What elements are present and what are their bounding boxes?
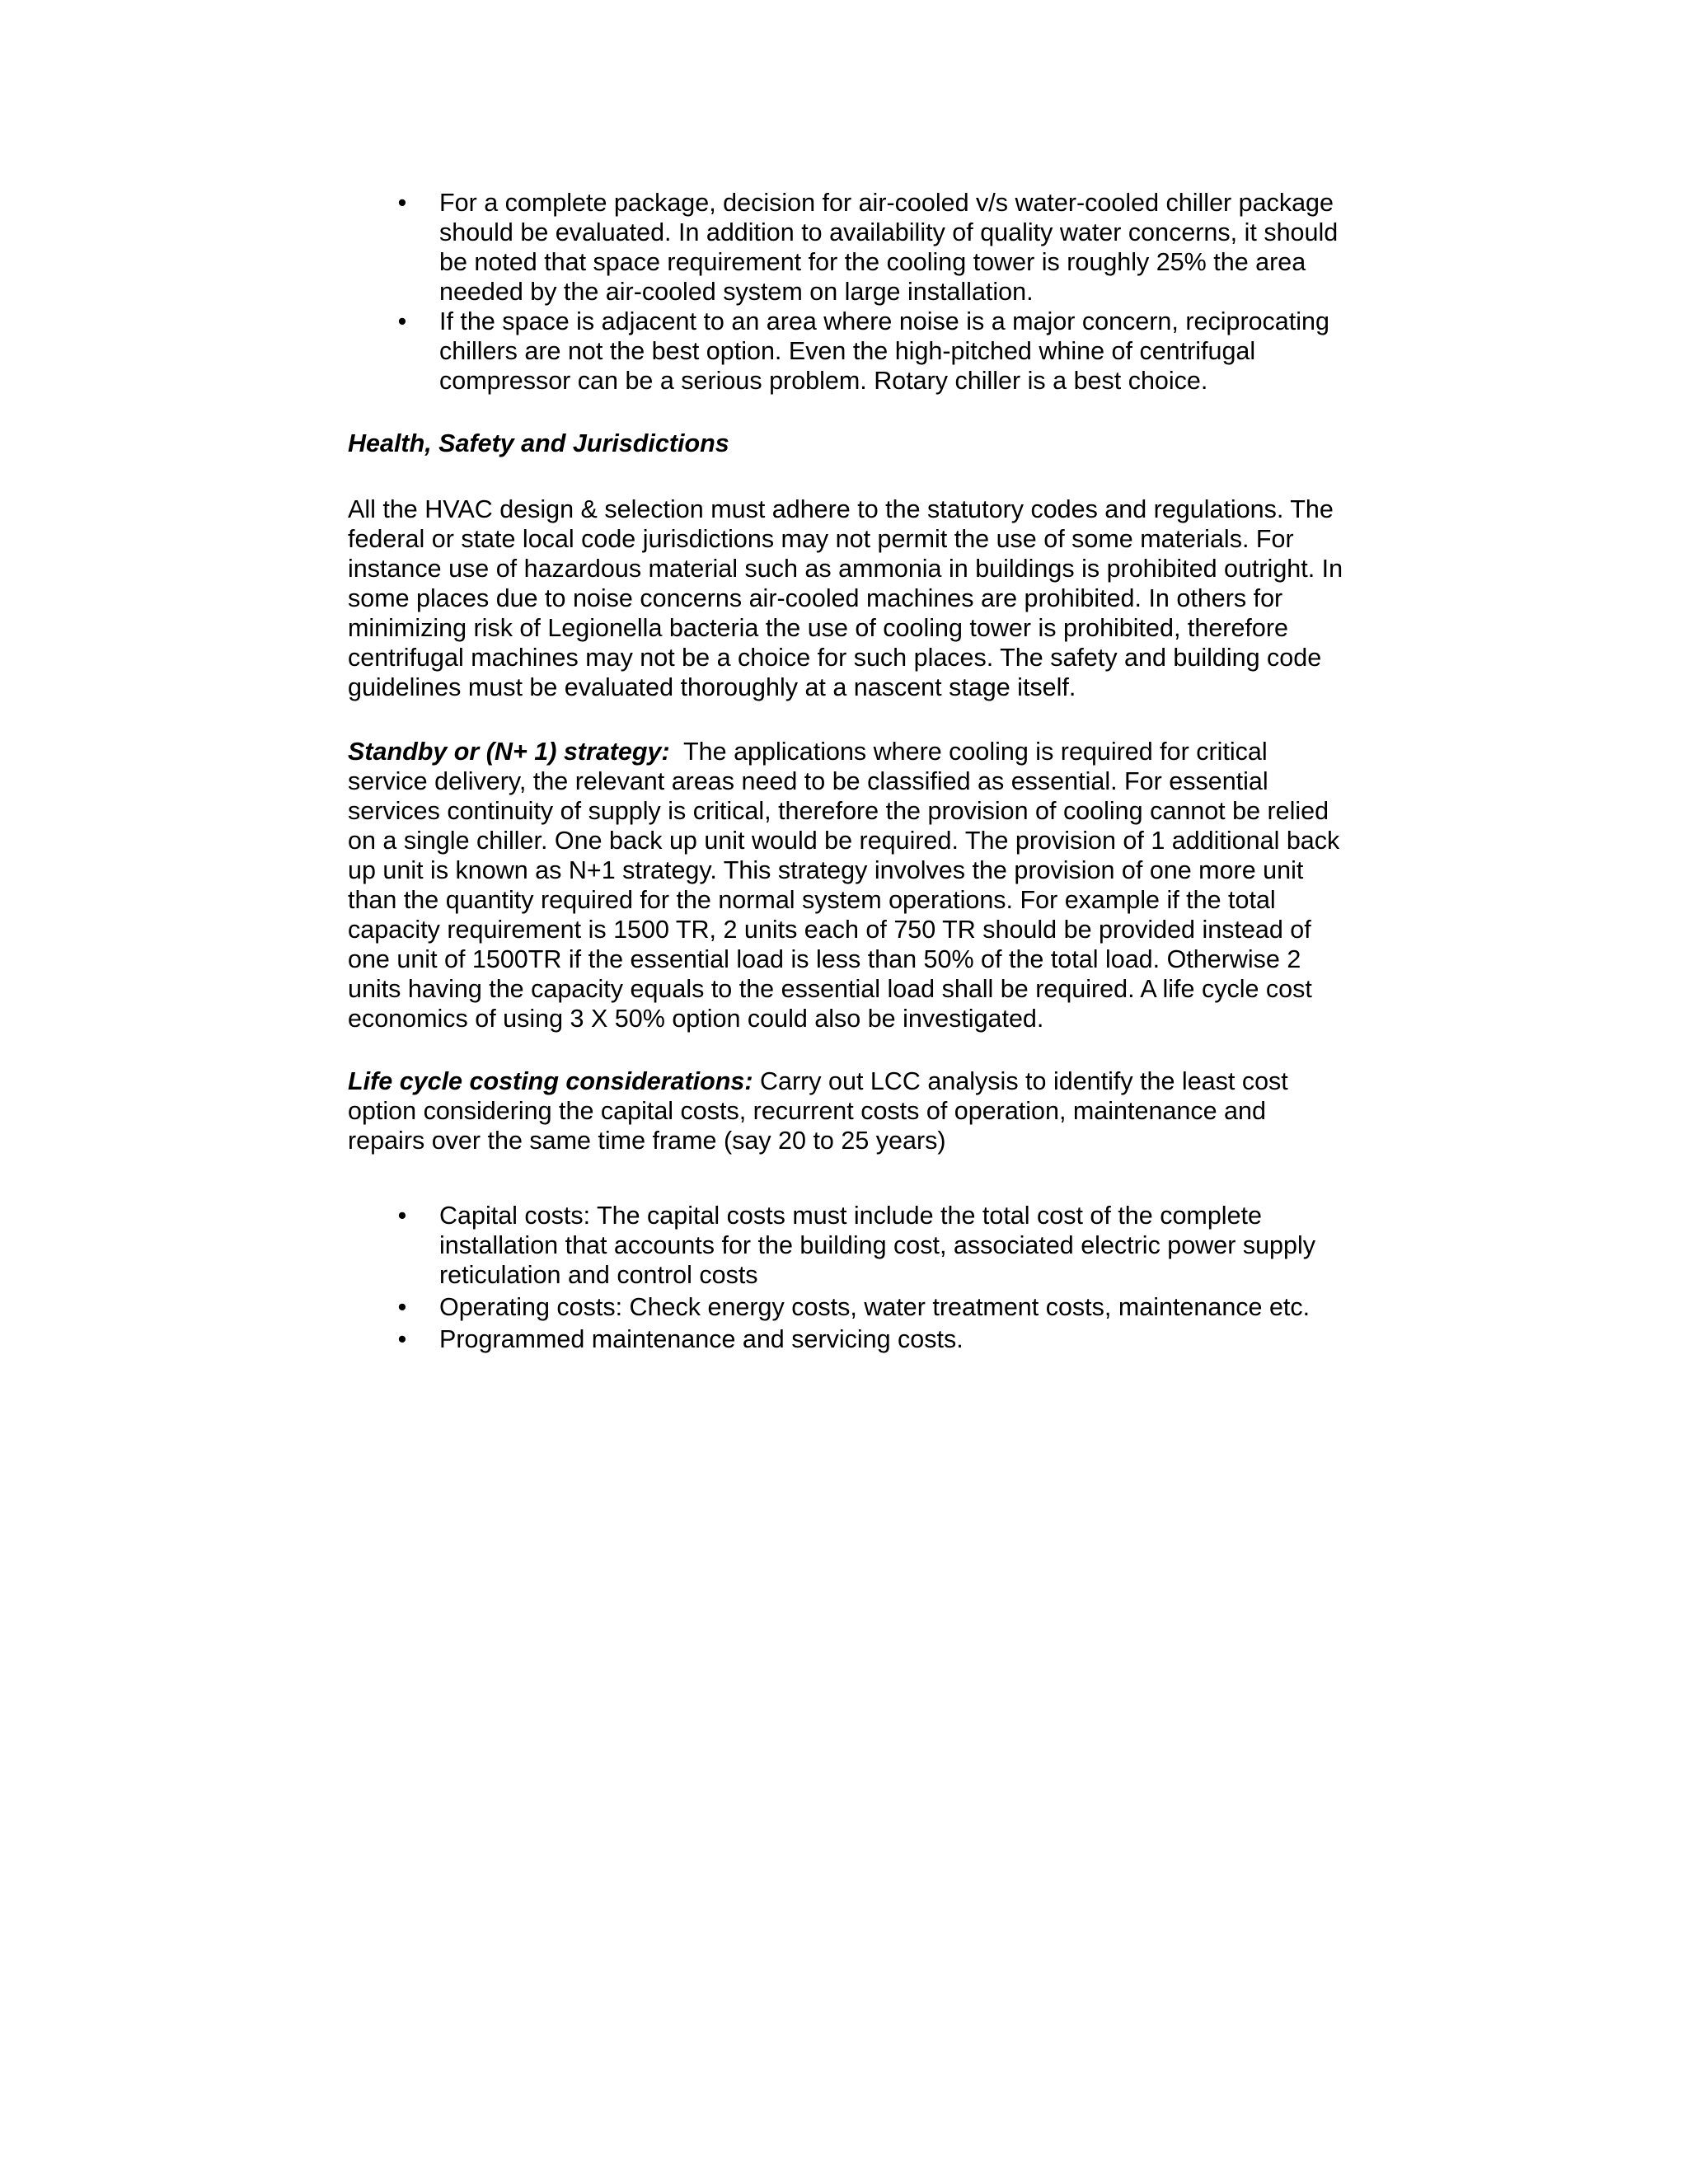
paragraph-line: [348, 737, 1378, 766]
section-heading-health-safety: Health, Safety and Jurisdictions: [348, 429, 729, 457]
paragraph-line: centrifugal machines may not be a choice for such places. The safety and building code: [348, 644, 1322, 672]
bullet-line: needed by the air-cooled system on large installation.: [439, 278, 1034, 306]
bottom-bullet-list: [348, 1201, 1378, 1354]
paragraph-line: one unit of 1500TR if the essential load is less than 50% of the total load. Otherwise 2: [348, 945, 1301, 973]
paragraph-line: on a single chiller. One back up unit would be required. The provision of 1 additional back: [348, 827, 1340, 855]
bullet-line: Operating costs: Check energy costs, water treatment costs, maintenance etc.: [439, 1293, 1311, 1321]
paragraph-health-safety: [348, 494, 1378, 702]
bullet-line: Capital costs: The capital costs must include the total cost of the complete: [439, 1202, 1262, 1230]
bullet-line: be noted that space requirement for the cooling tower is roughly 25% the area: [439, 248, 1306, 276]
paragraph-line: option considering the capital costs, recurrent costs of operation, maintenance and: [348, 1097, 1266, 1125]
paragraph-line: capacity requirement is 1500 TR, 2 units each of 750 TR should be provided instead of: [348, 916, 1311, 944]
paragraph-line: units having the capacity equals to the essential load shall be required. A life cycle cost: [348, 975, 1312, 1003]
bullet-line: compressor can be a serious problem. Rotary chiller is a best choice.: [439, 367, 1208, 395]
paragraph-text: Carry out LCC analysis to identify the least cost: [753, 1067, 1288, 1095]
bullet-line: For a complete package, decision for air-cooled v/s water-cooled chiller package: [439, 189, 1334, 217]
bullet-symbol: •: [397, 1202, 407, 1230]
paragraph-line: economics of using 3 X 50% option could also be investigated.: [348, 1005, 1044, 1033]
run-in-heading-standby: Standby or (N+ 1) strategy:: [348, 738, 670, 766]
bullet-item: [348, 1201, 1378, 1290]
bullet-symbol: •: [397, 307, 407, 335]
paragraph-line: services continuity of supply is critical, therefore the provision of cooling cannot be relied: [348, 797, 1329, 825]
bullet-item: [348, 1324, 1378, 1354]
paragraph-line: [348, 1066, 1378, 1096]
paragraph-life-cycle-costing: [348, 1066, 1378, 1155]
bullet-line: should be evaluated. In addition to availability of quality water concerns, it should: [439, 218, 1339, 246]
bullet-item: [348, 188, 1378, 307]
paragraph-line: some places due to noise concerns air-cooled machines are prohibited. In others for: [348, 584, 1283, 612]
paragraph-line: minimizing risk of Legionella bacteria the use of cooling tower is prohibited, therefore: [348, 614, 1288, 642]
bullet-line: reticulation and control costs: [439, 1261, 758, 1289]
paragraph-line: repairs over the same time frame (say 20 to 25 years): [348, 1127, 946, 1155]
paragraph-line: federal or state local code jurisdictions may not permit the use of some materials. For: [348, 525, 1294, 553]
bullet-symbol: •: [397, 1293, 407, 1321]
bullet-symbol: •: [397, 189, 407, 217]
top-bullet-list: [348, 188, 1378, 396]
paragraph-line: up unit is known as N+1 strategy. This strategy involves the provision of one more unit: [348, 856, 1304, 884]
paragraph-line: All the HVAC design & selection must adhere to the statutory codes and regulations. The: [348, 495, 1334, 523]
bullet-item: [348, 307, 1378, 396]
bullet-symbol: •: [397, 1325, 407, 1353]
paragraph-line: guidelines must be evaluated thoroughly at a nascent stage itself.: [348, 673, 1076, 701]
bullet-line: Programmed maintenance and servicing costs.: [439, 1325, 964, 1353]
paragraph-line: than the quantity required for the normal system operations. For example if the total: [348, 886, 1276, 914]
paragraph-standby-strategy: [348, 737, 1378, 1033]
bullet-line: chillers are not the best option. Even the high-pitched whine of centrifugal: [439, 337, 1256, 365]
paragraph-text: The applications where cooling is required for critical: [669, 738, 1268, 766]
paragraph-line: instance use of hazardous material such as ammonia in buildings is prohibited outright. In: [348, 555, 1343, 583]
paragraph-line: service delivery, the relevant areas need to be classified as essential. For essential: [348, 767, 1268, 795]
run-in-heading-lcc: Life cycle costing considerations:: [348, 1067, 753, 1095]
bullet-line: installation that accounts for the building cost, associated electric power supply: [439, 1231, 1316, 1259]
bullet-item: [348, 1292, 1378, 1322]
bullet-line: If the space is adjacent to an area where noise is a major concern, reciprocating: [439, 307, 1329, 335]
